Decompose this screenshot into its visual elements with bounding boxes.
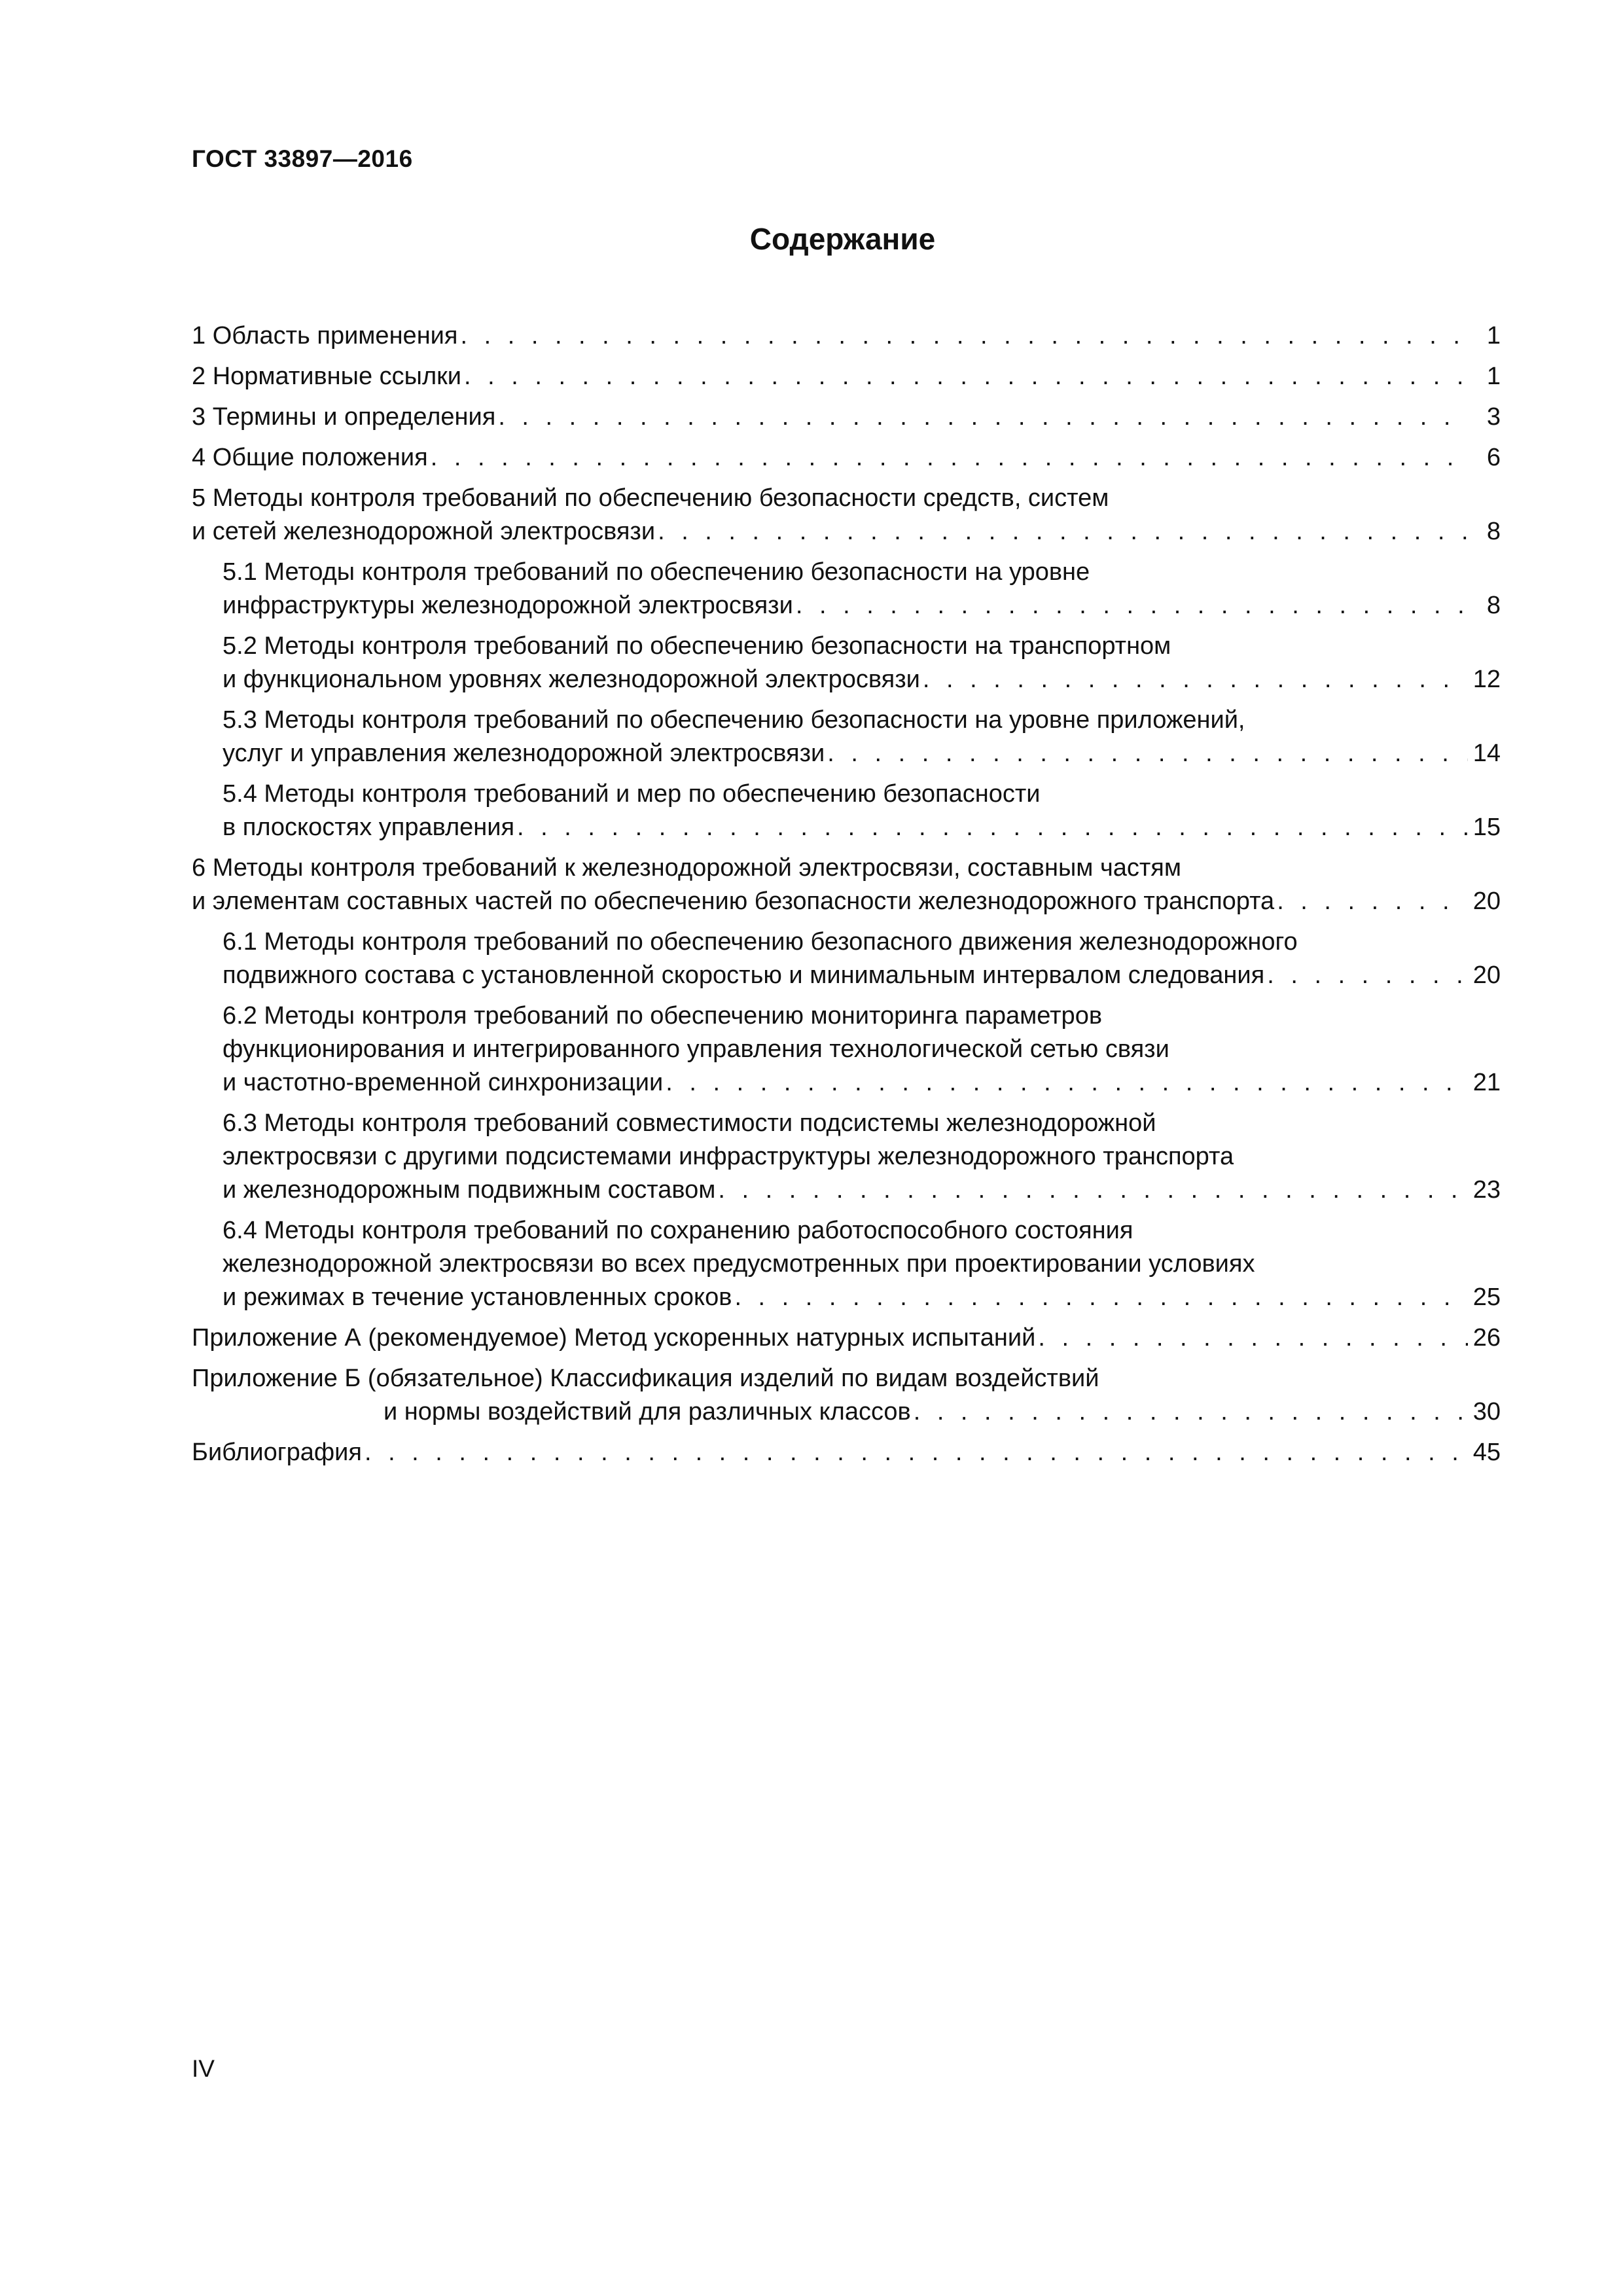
toc-entry-6-2[interactable] <box>192 999 1501 1100</box>
toc-entry-text: функционирования и интегрированного управления технологической сетью связи <box>223 1035 1169 1063</box>
toc-page-number: 25 <box>1472 1283 1501 1311</box>
toc-entry-text: инфраструктуры железнодорожной электросвязи <box>223 592 793 619</box>
toc-page-number: 8 <box>1486 592 1501 619</box>
toc-entry-text: 6.4 Методы контроля требований по сохранению работоспособного состояния <box>223 1217 1133 1244</box>
toc-entry-text: в плоскостях управления <box>223 814 515 841</box>
toc-entry-text: 6.2 Методы контроля требований по обеспечению мониторинга параметров <box>223 1002 1103 1030</box>
dot-leader <box>718 1174 1468 1207</box>
toc-entry-text: 6 Методы контроля требований к железнодорожной электросвязи, составным частям <box>192 854 1182 882</box>
dot-leader <box>464 360 1468 393</box>
toc-page-number: 1 <box>1486 363 1501 390</box>
toc-entry-bibliography[interactable] <box>192 1436 1501 1469</box>
dot-leader <box>1277 885 1468 918</box>
toc-page-number: 8 <box>1486 518 1501 545</box>
toc-entry-6[interactable] <box>192 852 1501 918</box>
toc-entry-text: Приложение Б (обязательное) Классификация изделий по видам воздействий <box>192 1365 1099 1392</box>
toc-entry-text: 1 Область применения <box>192 322 458 350</box>
toc-page-number: 20 <box>1472 961 1501 989</box>
dot-leader <box>734 1281 1468 1314</box>
toc-entry-6-1[interactable] <box>192 925 1501 992</box>
toc-entry-5[interactable] <box>192 482 1501 548</box>
toc-entry-text: 4 Общие положения <box>192 444 428 471</box>
dot-leader <box>431 441 1468 475</box>
toc-entry-text: 5.3 Методы контроля требований по обеспечению безопасности на уровне приложений, <box>223 706 1245 734</box>
dot-leader <box>827 737 1468 770</box>
toc-entry-6-4[interactable] <box>192 1214 1501 1314</box>
toc-entry-text: подвижного состава с установленной скоростью и минимальным интервалом следования <box>223 961 1265 989</box>
toc-entry-text: и режимах в течение установленных сроков <box>223 1283 732 1311</box>
toc-page-number: 6 <box>1486 444 1501 471</box>
toc-page-number: 26 <box>1472 1324 1501 1352</box>
toc-entry-2[interactable] <box>192 360 1501 393</box>
toc-entry-text: и нормы воздействий для различных классов <box>383 1398 911 1426</box>
toc-page-number: 12 <box>1472 666 1501 693</box>
toc-entry-text: услуг и управления железнодорожной электросвязи <box>223 740 825 767</box>
dot-leader <box>914 1395 1468 1429</box>
toc-entry-text: и железнодорожным подвижным составом <box>223 1176 716 1204</box>
dot-leader <box>1267 959 1468 992</box>
toc-entry-text: 6.1 Методы контроля требований по обеспечению безопасного движения железнодорожного <box>223 928 1298 956</box>
toc-entry-text: и функциональном уровнях железнодорожной электросвязи <box>223 666 920 693</box>
toc-entry-text: 5.4 Методы контроля требований и мер по обеспечению безопасности <box>223 780 1041 808</box>
toc-entry-appendix-a[interactable] <box>192 1321 1501 1355</box>
dot-leader <box>517 811 1468 844</box>
table-of-contents <box>192 319 1501 1477</box>
toc-entry-text: 3 Термины и определения <box>192 403 496 431</box>
toc-entry-text: железнодорожной электросвязи во всех предусмотренных при проектировании условиях <box>223 1250 1255 1278</box>
toc-entry-text: электросвязи с другими подсистемами инфраструктуры железнодорожного транспорта <box>223 1143 1234 1170</box>
toc-page-number: 14 <box>1472 740 1501 767</box>
toc-page-number: 30 <box>1472 1398 1501 1426</box>
dot-leader <box>796 589 1468 622</box>
toc-entry-appendix-b[interactable] <box>192 1362 1501 1429</box>
toc-entry-text: 5.1 Методы контроля требований по обеспечению безопасности на уровне <box>223 558 1090 586</box>
toc-entry-text: 2 Нормативные ссылки <box>192 363 461 390</box>
toc-page-number: 21 <box>1472 1069 1501 1096</box>
toc-entry-text: и элементам составных частей по обеспечению безопасности железнодорожного транспорта <box>192 888 1275 915</box>
toc-entry-text: 6.3 Методы контроля требований совместимости подсистемы железнодорожной <box>223 1109 1156 1137</box>
toc-entry-6-3[interactable] <box>192 1107 1501 1207</box>
page-number: IV <box>192 2055 215 2082</box>
toc-entry-5-1[interactable] <box>192 556 1501 622</box>
toc-entry-3[interactable] <box>192 401 1501 434</box>
dot-leader <box>923 663 1468 696</box>
document-code: ГОСТ 33897—2016 <box>192 145 413 172</box>
dot-leader <box>498 401 1468 434</box>
toc-entry-5-3[interactable] <box>192 704 1501 770</box>
toc-entry-5-4[interactable] <box>192 778 1501 844</box>
toc-entry-1[interactable] <box>192 319 1501 353</box>
dot-leader <box>460 319 1468 353</box>
toc-entry-text: и сетей железнодорожной электросвязи <box>192 518 656 545</box>
dot-leader <box>1038 1321 1468 1355</box>
toc-page-number: 23 <box>1472 1176 1501 1204</box>
toc-entry-text: Приложение А (рекомендуемое) Метод ускоренных натурных испытаний <box>192 1324 1036 1352</box>
toc-page-number: 45 <box>1472 1439 1501 1466</box>
toc-entry-5-2[interactable] <box>192 630 1501 696</box>
toc-entry-text: и частотно-временной синхронизации <box>223 1069 664 1096</box>
toc-entry-4[interactable] <box>192 441 1501 475</box>
toc-title: Содержание <box>749 222 936 256</box>
toc-page-number: 1 <box>1486 322 1501 350</box>
dot-leader <box>658 515 1468 548</box>
toc-page-number: 3 <box>1486 403 1501 431</box>
toc-entry-text: 5.2 Методы контроля требований по обеспечению безопасности на транспортном <box>223 632 1171 660</box>
toc-entry-text: 5 Методы контроля требований по обеспечению безопасности средств, систем <box>192 484 1109 512</box>
toc-page-number: 15 <box>1472 814 1501 841</box>
toc-page-number: 20 <box>1472 888 1501 915</box>
dot-leader <box>666 1066 1468 1100</box>
toc-entry-text: Библиография <box>192 1439 362 1466</box>
dot-leader <box>365 1436 1468 1469</box>
